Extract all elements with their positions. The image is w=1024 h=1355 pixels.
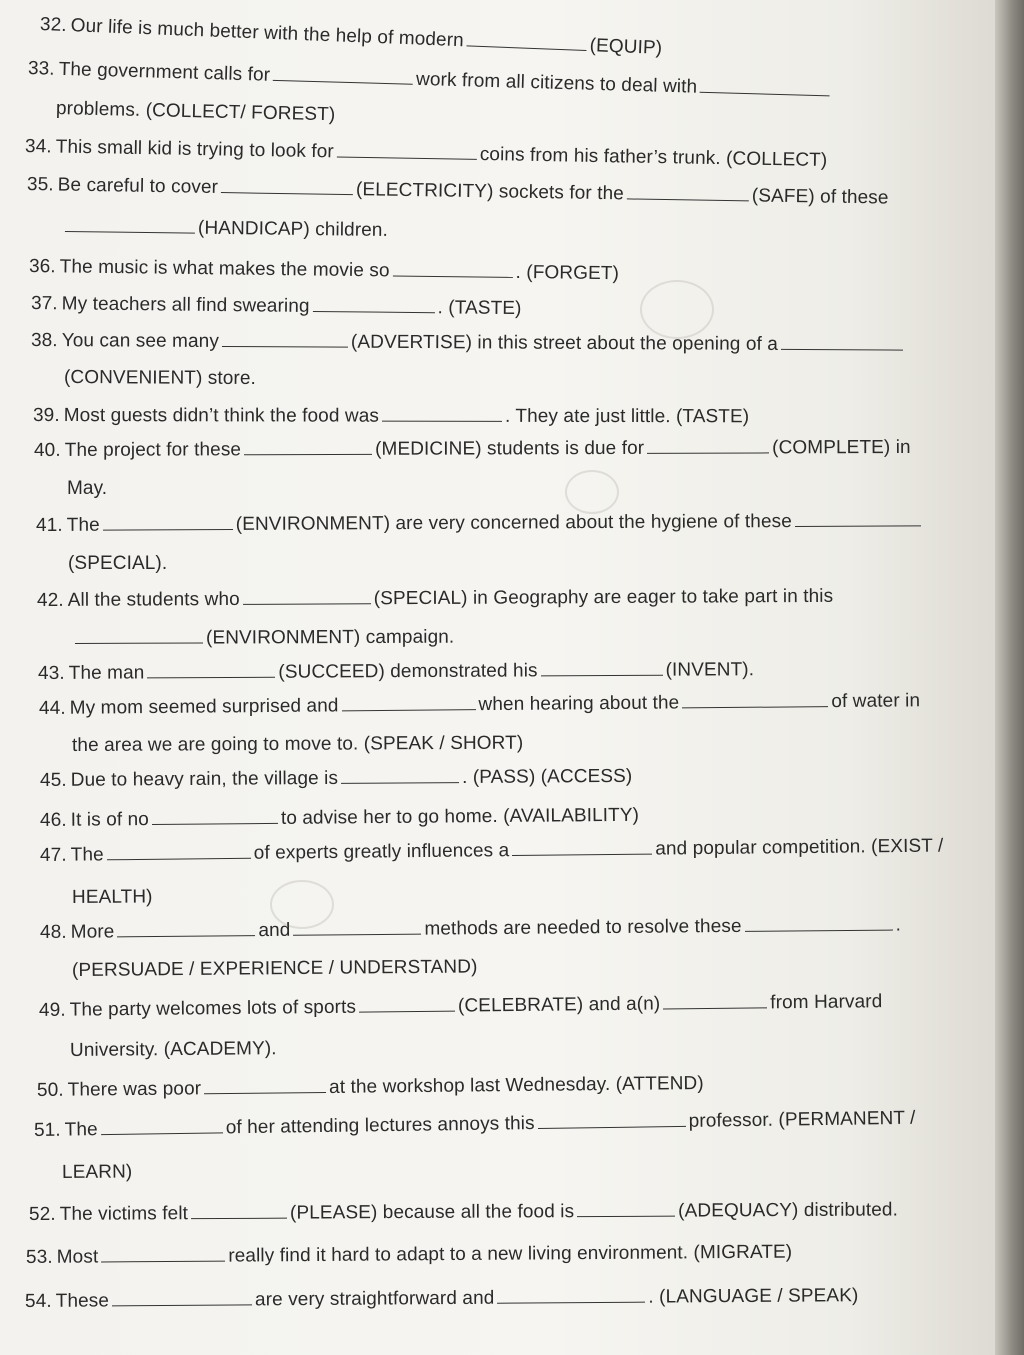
exercise-line-50 xyxy=(37,1073,704,1102)
exercise-line-40b xyxy=(67,478,107,500)
question-text: The government calls for xyxy=(58,58,271,86)
question-text: professor. (PERMANENT / xyxy=(688,1107,916,1132)
exercise-line-43 xyxy=(38,659,754,685)
question-text: of her attending lectures annoys this xyxy=(225,1113,535,1139)
answer-blank[interactable] xyxy=(222,332,348,348)
question-text: HEALTH) xyxy=(71,886,153,908)
question-number: 42. xyxy=(36,589,64,611)
question-text: of water in xyxy=(831,690,921,713)
question-text: (EQUIP) xyxy=(589,35,663,59)
exercise-line-45 xyxy=(40,766,632,792)
answer-blank[interactable] xyxy=(103,515,233,531)
question-text: The xyxy=(64,1119,98,1141)
question-text: (INVENT). xyxy=(665,659,755,681)
question-text: really find it hard to adapt to a new living environment. (MIGRATE) xyxy=(228,1241,793,1267)
exercise-line-33 xyxy=(28,58,834,102)
question-text: Be careful to cover xyxy=(57,174,219,198)
answer-blank[interactable] xyxy=(313,297,435,313)
answer-blank[interactable] xyxy=(147,663,275,679)
question-text: LEARN) xyxy=(61,1161,133,1183)
exercise-line-49 xyxy=(39,991,883,1022)
answer-blank[interactable] xyxy=(337,142,477,159)
answer-blank[interactable] xyxy=(101,1118,223,1135)
answer-blank[interactable] xyxy=(112,1290,252,1306)
answer-blank[interactable] xyxy=(293,920,421,936)
question-text: (ELECTRICITY) sockets for the xyxy=(355,179,625,205)
answer-blank[interactable] xyxy=(663,993,767,1009)
question-number: 32. xyxy=(39,14,68,37)
question-text: More xyxy=(70,921,115,943)
exercise-line-32 xyxy=(40,14,663,60)
exercise-line-44 xyxy=(39,690,920,720)
question-text: (ENVIRONMENT) campaign. xyxy=(205,626,455,649)
answer-blank[interactable] xyxy=(221,178,353,195)
question-number: 38. xyxy=(30,330,58,352)
exercise-line-38 xyxy=(31,330,906,357)
question-text: My mom seemed surprised and xyxy=(69,695,339,719)
answer-blank[interactable] xyxy=(341,695,475,711)
question-number: 50. xyxy=(36,1079,64,1101)
question-text: problems. (COLLECT/ FOREST) xyxy=(55,98,336,126)
question-text: . (TASTE) xyxy=(437,297,522,320)
exercise-line-51 xyxy=(34,1108,916,1142)
question-text: Due to heavy rain, the village is xyxy=(70,767,339,791)
question-text: (ADVERTISE) in this street about the opening of a xyxy=(350,331,779,355)
answer-blank[interactable] xyxy=(65,217,195,234)
exercise-line-42 xyxy=(37,586,833,612)
question-text: The party welcomes lots of sports xyxy=(69,996,357,1021)
question-number: 51. xyxy=(33,1119,61,1141)
exercise-line-41 xyxy=(36,510,924,537)
question-text: (MEDICINE) students is due for xyxy=(375,437,645,460)
question-text: from Harvard xyxy=(770,991,883,1014)
answer-blank[interactable] xyxy=(541,661,663,677)
question-text: My teachers all find swearing xyxy=(61,293,310,317)
answer-blank[interactable] xyxy=(627,184,749,201)
table-edge xyxy=(995,0,1024,1355)
question-text: Most xyxy=(56,1246,99,1268)
question-text: The victims felt xyxy=(59,1203,189,1225)
question-text: (CELEBRATE) and a(n) xyxy=(457,993,661,1017)
question-number: 45. xyxy=(39,769,67,791)
exercise-line-35 xyxy=(27,174,889,210)
exercise-line-48 xyxy=(40,914,901,944)
question-number: 48. xyxy=(39,921,67,943)
answer-blank[interactable] xyxy=(781,335,903,351)
question-number: 40. xyxy=(33,439,61,461)
exercise-line-49b xyxy=(70,1038,277,1062)
question-text: at the workshop last Wednesday. (ATTEND) xyxy=(329,1073,704,1098)
answer-blank[interactable] xyxy=(75,629,203,644)
answer-blank[interactable] xyxy=(745,916,893,932)
question-text: Our life is much better with the help of modern xyxy=(70,15,465,52)
exercise-line-42b xyxy=(72,627,454,650)
exercise-line-47b xyxy=(72,886,153,909)
question-text: and popular competition. (EXIST / xyxy=(655,835,944,860)
answer-blank[interactable] xyxy=(700,78,830,97)
question-number: 33. xyxy=(27,58,56,80)
question-text: methods are needed to resolve these xyxy=(424,915,742,940)
question-text: The xyxy=(66,514,100,536)
exercise-line-35b xyxy=(62,216,388,242)
exercise-line-44b xyxy=(72,733,523,757)
question-text: (PLEASE) because all the food is xyxy=(289,1201,575,1224)
question-number: 52. xyxy=(28,1203,56,1225)
faint-stamp-mark xyxy=(565,470,619,514)
exercise-line-52 xyxy=(29,1199,898,1226)
question-number: 49. xyxy=(38,999,66,1021)
answer-blank[interactable] xyxy=(795,511,921,527)
question-text: This small kid is trying to look for xyxy=(55,136,335,163)
answer-blank[interactable] xyxy=(538,1112,686,1129)
answer-blank[interactable] xyxy=(497,1288,645,1304)
question-number: 54. xyxy=(24,1290,52,1312)
question-text: The xyxy=(70,844,104,866)
answer-blank[interactable] xyxy=(244,440,372,455)
question-text: You can see many xyxy=(61,330,220,352)
question-text: The man xyxy=(68,662,145,684)
question-text: . (PASS) (ACCESS) xyxy=(461,765,633,789)
question-text: (HANDICAP) children. xyxy=(197,217,389,241)
question-number: 43. xyxy=(37,662,65,684)
question-text: when hearing about the xyxy=(478,692,680,716)
question-text: and xyxy=(258,919,291,942)
question-number: 41. xyxy=(35,514,63,536)
question-number: 34. xyxy=(24,136,52,158)
question-text: (CONVENIENT) store. xyxy=(63,367,256,390)
question-text: It is of no xyxy=(70,809,150,831)
question-text: (ADEQUACY) distributed. xyxy=(678,1199,899,1222)
question-number: 35. xyxy=(26,174,54,196)
question-number: 46. xyxy=(39,809,67,831)
answer-blank[interactable] xyxy=(359,997,455,1013)
answer-blank[interactable] xyxy=(647,438,769,453)
question-text: The music is what makes the movie so xyxy=(59,256,390,282)
question-text: are very straightforward and xyxy=(254,1287,495,1311)
question-text: University. (ACADEMY). xyxy=(69,1038,277,1061)
question-text: . xyxy=(895,914,902,936)
question-number: 37. xyxy=(30,293,58,315)
answer-blank[interactable] xyxy=(393,261,513,277)
exercise-line-46 xyxy=(40,805,639,832)
exercise-line-41b xyxy=(68,553,167,575)
exercise-line-38b xyxy=(64,367,256,390)
answer-blank[interactable] xyxy=(341,768,459,784)
answer-blank[interactable] xyxy=(204,1078,326,1094)
exercise-line-51b xyxy=(62,1162,132,1184)
question-number: 39. xyxy=(32,405,60,427)
answer-blank[interactable] xyxy=(512,840,652,856)
question-text: (PERSUADE / EXPERIENCE / UNDERSTAND) xyxy=(71,956,478,981)
answer-blank[interactable] xyxy=(101,1247,225,1263)
question-text: Most guests didn’t think the food was xyxy=(63,405,380,427)
question-text: All the students who xyxy=(67,588,240,611)
answer-blank[interactable] xyxy=(107,844,251,861)
exercise-line-48b xyxy=(72,956,478,982)
question-text: to advise her to go home. (AVAILABILITY) xyxy=(280,804,640,829)
question-number: 36. xyxy=(28,256,56,278)
question-text: the area we are going to move to. (SPEAK / SHORT) xyxy=(71,732,524,756)
exercise-line-54 xyxy=(25,1285,859,1313)
question-text: work from all citizens to deal with xyxy=(415,68,698,98)
exercise-line-47 xyxy=(40,836,944,867)
answer-blank[interactable] xyxy=(243,589,371,605)
faint-stamp-mark xyxy=(640,280,714,339)
answer-blank[interactable] xyxy=(152,809,278,825)
answer-blank[interactable] xyxy=(191,1204,287,1220)
question-number: 44. xyxy=(38,697,66,719)
exercise-line-53 xyxy=(26,1242,792,1269)
question-text: (SUCCEED) demonstrated his xyxy=(278,660,538,683)
exercise-line-36 xyxy=(29,256,619,285)
exercise-line-39 xyxy=(33,405,749,428)
answer-blank[interactable] xyxy=(682,692,828,708)
question-number: 47. xyxy=(39,844,67,866)
exercise-line-37 xyxy=(31,293,522,320)
question-text: . They ate just little. (TASTE) xyxy=(504,405,750,428)
answer-blank[interactable] xyxy=(273,66,413,85)
answer-blank[interactable] xyxy=(467,31,587,51)
answer-blank[interactable] xyxy=(117,921,255,937)
question-text: (SPECIAL) in Geography are eager to take part in this xyxy=(373,585,834,610)
answer-blank[interactable] xyxy=(382,407,502,422)
question-text: (ENVIRONMENT) are very concerned about the hygiene of these xyxy=(235,511,792,535)
question-text: The project for these xyxy=(64,439,242,461)
question-text: (SPECIAL). xyxy=(68,553,168,574)
question-text: (COMPLETE) in xyxy=(772,436,911,459)
question-text: . (LANGUAGE / SPEAK) xyxy=(648,1285,859,1308)
exercise-line-40 xyxy=(34,437,911,462)
exercise-line-34 xyxy=(25,136,828,172)
exercise-line-33b xyxy=(56,98,336,126)
answer-blank[interactable] xyxy=(577,1202,675,1218)
question-text: There was poor xyxy=(67,1078,202,1101)
question-number: 53. xyxy=(25,1246,53,1268)
question-text: May. xyxy=(67,478,108,499)
question-text: (SAFE) of these xyxy=(751,185,889,209)
question-text: These xyxy=(55,1290,110,1312)
question-text: . (FORGET) xyxy=(515,261,620,285)
question-text: coins from his father’s trunk. (COLLECT) xyxy=(479,143,828,172)
question-text: of experts greatly influences a xyxy=(253,840,510,864)
